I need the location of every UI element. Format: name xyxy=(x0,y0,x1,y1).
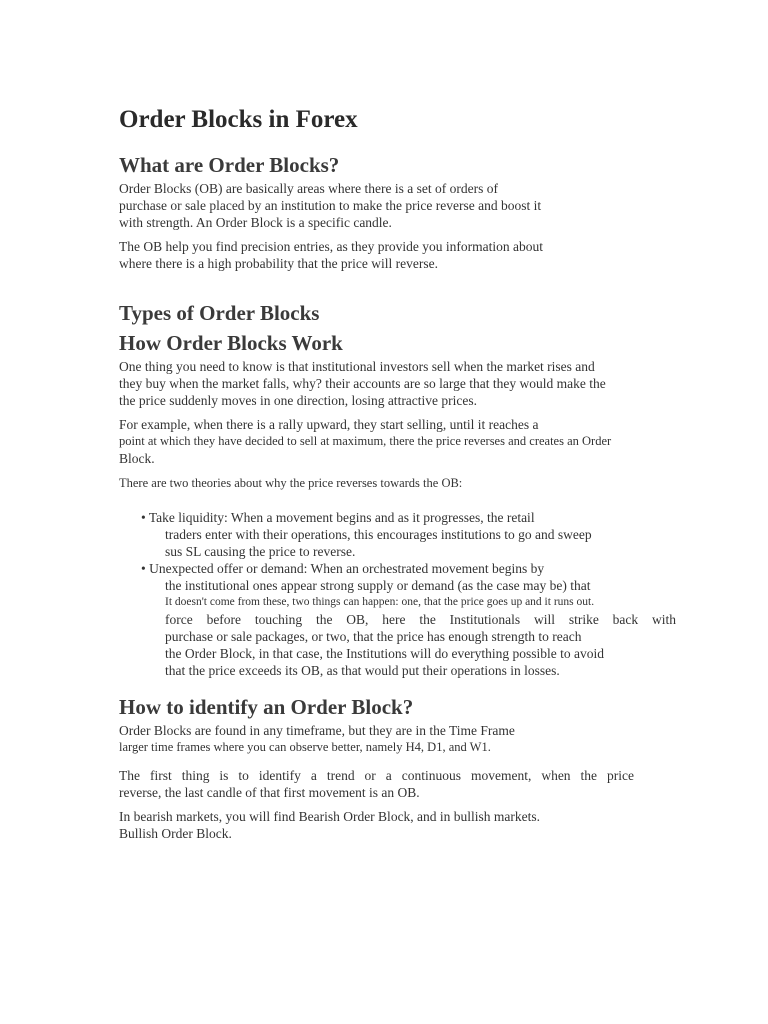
text-line: larger time frames where you can observe better, namely H4, D1, and W1. xyxy=(119,740,491,754)
text-line: purchase or sale packages, or two, that the price has enough strength to reach xyxy=(165,629,582,644)
text-line: The first thing is to identify a trend or a continuous movement, when the price xyxy=(119,768,634,783)
text-line: For example, when there is a rally upward, they start selling, until it reaches a xyxy=(119,417,539,432)
text-line: the Order Block, in that case, the Institutions will do everything possible to avoid xyxy=(165,646,605,661)
text-line: In bearish markets, you will find Bearish Order Block, and in bullish markets. xyxy=(119,809,541,824)
paragraph-definition xyxy=(119,180,689,231)
text-line: One thing you need to know is that institutional investors sell when the market rises and xyxy=(119,359,595,374)
heading-what-are-order-blocks: What are Order Blocks? xyxy=(119,153,340,177)
paragraph-identify-trend xyxy=(119,767,689,801)
paragraph-two-theories: There are two theories about why the price reverses towards the OB: xyxy=(119,476,463,490)
text-line: where there is a high probability that the price will reverse. xyxy=(119,256,439,271)
paragraph-institutional-investors xyxy=(119,358,689,409)
text-line: sus SL causing the price to reverse. xyxy=(165,544,356,559)
heading-types-of-order-blocks: Types of Order Blocks xyxy=(119,301,320,325)
paragraph-rally-example xyxy=(119,416,689,467)
text-line: It doesn't come from these, two things can happen: one, that the price goes up and it runs out. xyxy=(165,596,595,608)
text-line: purchase or sale placed by an institution to make the price reverse and boost it xyxy=(119,198,542,213)
theories-list xyxy=(119,509,689,679)
text-line: point at which they have decided to sell at maximum, there the price reverses and creates an Order xyxy=(119,434,612,448)
paragraph-bearish-bullish xyxy=(119,808,689,842)
text-line: the institutional ones appear strong supply or demand (as the case may be) that xyxy=(165,578,591,593)
text-line: force before touching the OB, here the Institutionals will strike back with xyxy=(165,612,676,627)
text-line: the price suddenly moves in one direction, losing attractive prices. xyxy=(119,393,478,408)
text-line: Order Blocks (OB) are basically areas where there is a set of orders of xyxy=(119,181,498,196)
document-title: Order Blocks in Forex xyxy=(119,106,358,133)
text-line: The OB help you find precision entries, as they provide you information about xyxy=(119,239,544,254)
text-line: • Take liquidity: When a movement begins and as it progresses, the retail xyxy=(141,510,535,525)
paragraph-precision-entries xyxy=(119,238,689,272)
text-line: with strength. An Order Block is a specific candle. xyxy=(119,215,392,230)
text-line: Order Blocks are found in any timeframe, but they are in the Time Frame xyxy=(119,723,515,738)
paragraph-timeframes xyxy=(119,722,689,756)
text-line: reverse, the last candle of that first movement is an OB. xyxy=(119,785,420,800)
text-line: that the price exceeds its OB, as that would put their operations in losses. xyxy=(165,663,560,678)
heading-how-to-identify: How to identify an Order Block? xyxy=(119,695,414,719)
text-line: Bullish Order Block. xyxy=(119,826,232,841)
document-content xyxy=(119,104,689,842)
text-line: they buy when the market falls, why? their accounts are so large that they would make the xyxy=(119,376,606,391)
heading-how-order-blocks-work: How Order Blocks Work xyxy=(119,331,343,355)
list-item xyxy=(119,560,689,679)
text-line: • Unexpected offer or demand: When an orchestrated movement begins by xyxy=(141,561,545,576)
list-item xyxy=(119,509,689,560)
text-line: Block. xyxy=(119,451,155,466)
text-line: traders enter with their operations, this encourages institutions to go and sweep xyxy=(165,527,592,542)
